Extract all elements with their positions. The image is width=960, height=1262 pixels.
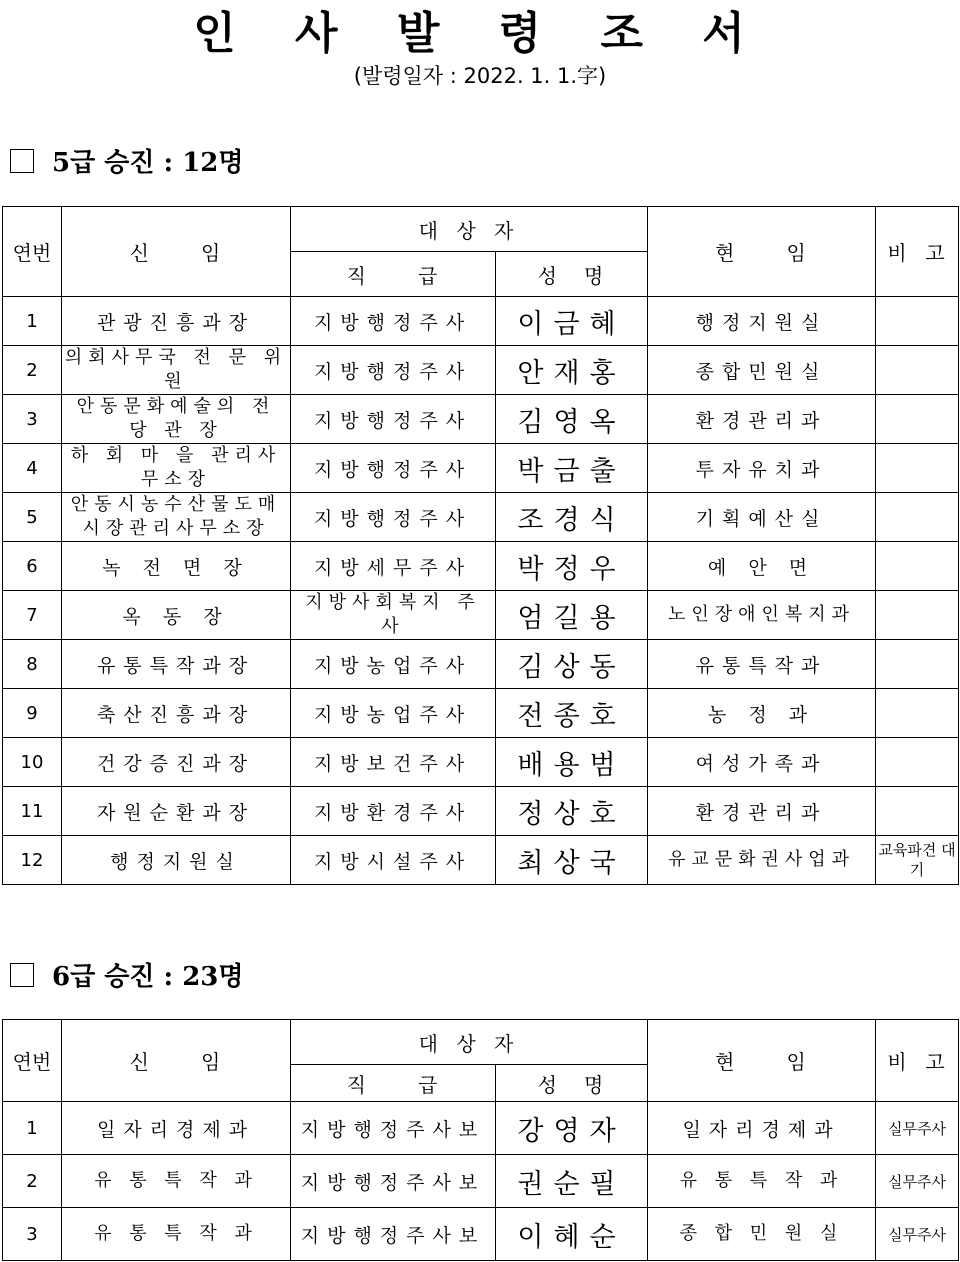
- table-row: [3, 591, 959, 640]
- cell-remark: 실무주사: [876, 1155, 959, 1208]
- col-header-new-post: 신 임: [62, 1020, 291, 1102]
- table-row: [3, 689, 959, 738]
- table-body: [3, 297, 959, 885]
- col-header-new-post: 신 임: [62, 207, 291, 297]
- col-header-remark: 비 고: [876, 1020, 959, 1102]
- cell-rank: 지방행정주사: [291, 444, 496, 493]
- cell-rank: 지방행정주사보: [291, 1208, 496, 1261]
- cell-rank: 지방행정주사보: [291, 1155, 496, 1208]
- cell-name: 권순필: [496, 1155, 648, 1208]
- cell-no: 1: [3, 297, 62, 346]
- cell-new-post: 유 통 특 작 과: [62, 1208, 291, 1261]
- cell-remark: [876, 297, 959, 346]
- col-header-target: 대 상 자: [291, 1020, 648, 1065]
- col-header-rank: 직 급: [291, 252, 496, 297]
- cell-new-post: 유통특작과장: [62, 640, 291, 689]
- table-body: [3, 1102, 959, 1261]
- cell-new-post: 안동문화예술의 전 당 관 장: [62, 395, 291, 444]
- cell-remark: [876, 787, 959, 836]
- cell-rank: 지방보건주사: [291, 738, 496, 787]
- cell-name: 조경식: [496, 493, 648, 542]
- cell-name: 전종호: [496, 689, 648, 738]
- cell-current-post: 종합민원실: [648, 346, 876, 395]
- cell-no: 10: [3, 738, 62, 787]
- section-heading-text: 6급 승진 : 23명: [52, 962, 244, 992]
- col-header-rank: 직 급: [291, 1065, 496, 1102]
- col-header-no: 연번: [3, 207, 62, 297]
- cell-remark: 실무주사: [876, 1102, 959, 1155]
- cell-rank: 지방행정주사보: [291, 1102, 496, 1155]
- cell-rank: 지방행정주사: [291, 346, 496, 395]
- col-header-target: 대 상 자: [291, 207, 648, 252]
- table-row: [3, 787, 959, 836]
- cell-new-post: 일자리경제과: [62, 1102, 291, 1155]
- cell-rank: 지방세무주사: [291, 542, 496, 591]
- cell-new-post: 하 회 마 을 관리사무소장: [62, 444, 291, 493]
- cell-rank: 지방행정주사: [291, 395, 496, 444]
- cell-no: 2: [3, 1155, 62, 1208]
- cell-no: 3: [3, 1208, 62, 1261]
- section-heading-grade6: [10, 960, 244, 994]
- col-header-name: 성 명: [496, 1065, 648, 1102]
- cell-remark: 교육파견 대 기: [876, 836, 959, 885]
- table-row: [3, 444, 959, 493]
- promotion-table-grade6: [2, 1019, 959, 1261]
- cell-rank: 지방행정주사: [291, 297, 496, 346]
- cell-new-post: 유 통 특 작 과: [62, 1155, 291, 1208]
- table-row: [3, 346, 959, 395]
- cell-no: 2: [3, 346, 62, 395]
- cell-new-post: 옥 동 장: [62, 591, 291, 640]
- promotion-table-grade5: [2, 206, 959, 885]
- cell-name: 최상국: [496, 836, 648, 885]
- cell-no: 8: [3, 640, 62, 689]
- cell-no: 12: [3, 836, 62, 885]
- table-row: [3, 836, 959, 885]
- document-title: 인 사 발 령 조 서: [193, 8, 767, 59]
- cell-name: 김영옥: [496, 395, 648, 444]
- cell-name: 박금출: [496, 444, 648, 493]
- cell-new-post: 자원순환과장: [62, 787, 291, 836]
- cell-current-post: 일자리경제과: [648, 1102, 876, 1155]
- cell-no: 7: [3, 591, 62, 640]
- cell-new-post: 안동시농수산물도매 시장관리사무소장: [62, 493, 291, 542]
- cell-no: 4: [3, 444, 62, 493]
- cell-rank: 지방환경주사: [291, 787, 496, 836]
- table-row: [3, 640, 959, 689]
- cell-remark: [876, 738, 959, 787]
- col-header-name: 성 명: [496, 252, 648, 297]
- cell-no: 6: [3, 542, 62, 591]
- cell-name: 김상동: [496, 640, 648, 689]
- cell-remark: [876, 640, 959, 689]
- cell-current-post: 기획예산실: [648, 493, 876, 542]
- checkbox-square-icon: [10, 149, 34, 173]
- cell-name: 배용범: [496, 738, 648, 787]
- section-heading-grade5: [10, 146, 244, 180]
- cell-name: 엄길용: [496, 591, 648, 640]
- col-header-current-post: 현 임: [648, 207, 876, 297]
- table-row: [3, 1208, 959, 1261]
- cell-current-post: 여성가족과: [648, 738, 876, 787]
- cell-remark: [876, 493, 959, 542]
- cell-current-post: 유교문화권사업과: [648, 836, 876, 885]
- cell-new-post: 행정지원실: [62, 836, 291, 885]
- table-row: [3, 395, 959, 444]
- cell-no: 11: [3, 787, 62, 836]
- cell-current-post: 농 정 과: [648, 689, 876, 738]
- cell-rank: 지방사회복지 주 사: [291, 591, 496, 640]
- table-row: [3, 738, 959, 787]
- cell-new-post: 축산진흥과장: [62, 689, 291, 738]
- col-header-remark: 비 고: [876, 207, 959, 297]
- cell-new-post: 관광진흥과장: [62, 297, 291, 346]
- col-header-no: 연번: [3, 1020, 62, 1102]
- cell-no: 5: [3, 493, 62, 542]
- cell-new-post: 녹 전 면 장: [62, 542, 291, 591]
- cell-current-post: 노인장애인복지과: [648, 591, 876, 640]
- table-row: [3, 1102, 959, 1155]
- cell-rank: 지방행정주사: [291, 493, 496, 542]
- cell-name: 정상호: [496, 787, 648, 836]
- cell-name: 안재홍: [496, 346, 648, 395]
- cell-no: 3: [3, 395, 62, 444]
- table-row: [3, 542, 959, 591]
- cell-current-post: 환경관리과: [648, 787, 876, 836]
- table-row: [3, 297, 959, 346]
- cell-remark: [876, 395, 959, 444]
- checkbox-square-icon: [10, 963, 34, 987]
- cell-rank: 지방농업주사: [291, 640, 496, 689]
- section-heading-text: 5급 승진 : 12명: [52, 148, 244, 178]
- cell-no: 9: [3, 689, 62, 738]
- cell-new-post: 건강증진과장: [62, 738, 291, 787]
- cell-current-post: 환경관리과: [648, 395, 876, 444]
- cell-name: 이금혜: [496, 297, 648, 346]
- cell-new-post: 의회사무국 전 문 위 원: [62, 346, 291, 395]
- cell-remark: [876, 591, 959, 640]
- table-row: [3, 493, 959, 542]
- cell-current-post: 유 통 특 작 과: [648, 1155, 876, 1208]
- cell-remark: [876, 542, 959, 591]
- cell-remark: [876, 689, 959, 738]
- cell-remark: [876, 444, 959, 493]
- cell-remark: [876, 346, 959, 395]
- cell-current-post: 유통특작과: [648, 640, 876, 689]
- cell-current-post: 투자유치과: [648, 444, 876, 493]
- cell-current-post: 종 합 민 원 실: [648, 1208, 876, 1261]
- table-header-row: [3, 207, 959, 252]
- cell-rank: 지방농업주사: [291, 689, 496, 738]
- cell-rank: 지방시설주사: [291, 836, 496, 885]
- cell-name: 박정우: [496, 542, 648, 591]
- table-row: [3, 1155, 959, 1208]
- cell-current-post: 예 안 면: [648, 542, 876, 591]
- cell-no: 1: [3, 1102, 62, 1155]
- cell-remark: 실무주사: [876, 1208, 959, 1261]
- issue-date: (발령일자 : 2022. 1. 1.字): [353, 64, 607, 88]
- col-header-current-post: 현 임: [648, 1020, 876, 1102]
- cell-name: 강영자: [496, 1102, 648, 1155]
- cell-current-post: 행정지원실: [648, 297, 876, 346]
- table-header-row: [3, 1020, 959, 1065]
- cell-name: 이혜순: [496, 1208, 648, 1261]
